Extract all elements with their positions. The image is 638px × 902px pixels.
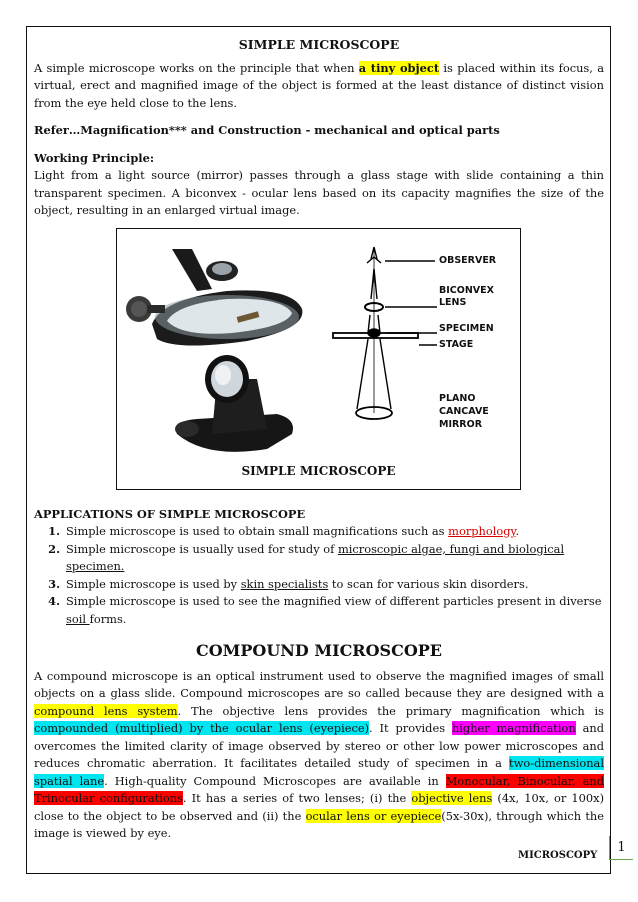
item-text: Simple microscope is used to see the magnified view of different particles present in diverse	[66, 594, 602, 608]
compound-text: . The objective lens provides the primary magnification which is	[177, 703, 604, 718]
compound-lens-highlight: compound lens system	[34, 703, 178, 718]
working-principle-heading: Working Principle:	[34, 150, 155, 165]
soil-link[interactable]: soil	[66, 611, 90, 626]
intro-text-a: A simple microscope works on the principle that when	[34, 60, 359, 75]
compound-paragraph	[34, 668, 604, 843]
list-item	[64, 576, 604, 594]
label-specimen: SPECIMEN	[439, 322, 494, 334]
compound-text: . High-quality Compound Microscopes are available in	[104, 773, 446, 788]
compound-text: . It has a series of two lenses; (i) the	[182, 791, 412, 805]
list-item	[64, 541, 604, 576]
intro-paragraph	[34, 60, 604, 113]
item-text: to scan for various skin disorders.	[328, 576, 529, 591]
simple-microscope-title: SIMPLE MICROSCOPE	[238, 37, 400, 52]
intro-text-b: is placed within its focus, a virtual, erect and magnified image of the object is formed at the least distance of distinct vision from the eye held close to the lens.	[34, 60, 605, 110]
item-text: .	[515, 524, 520, 538]
compound-text: . It provides	[369, 721, 452, 735]
applications-heading: APPLICATIONS OF SIMPLE MICROSCOPE	[34, 506, 306, 521]
list-item	[64, 523, 604, 541]
simple-microscope-figure	[116, 228, 521, 490]
label-lens-2: LENS	[439, 296, 467, 308]
skin-specialists-link[interactable]: skin specialists	[240, 576, 329, 591]
label-lens-1: BICONVEX	[439, 284, 494, 296]
eyepiece-highlight: compounded (multiplied) by the ocular lens (eyepiece)	[34, 721, 370, 735]
compound-text: (4x, 10x, or 100x) close to the object to be observed and (ii) the	[34, 791, 605, 823]
label-stage: STAGE	[439, 338, 474, 350]
compound-text: A compound microscope is an optical instrument used to observe the magnified images of small objects on a glass slide. Compound microscopes are so called because they are designed with a	[34, 668, 604, 700]
morphology-link[interactable]: morphology	[448, 524, 516, 538]
item-text: forms.	[89, 611, 127, 626]
working-principle-text: Light from a light source (mirror) passes through a glass stage with slide containing a thin transparent specimen. A biconvex - ocular lens based on its capacity magnifies the size of the object, resulting in an enlarged virtual image.	[34, 168, 604, 217]
microscope-illustration	[117, 229, 519, 488]
compound-microscope-title: COMPOUND MICROSCOPE	[196, 641, 442, 660]
refer-line: Refer…Magnification*** and Construction - mechanical and optical parts	[34, 123, 500, 137]
objective-lens-highlight: objective lens	[411, 791, 493, 805]
item-text: Simple microscope is used by	[66, 576, 241, 591]
item-text: Simple microscope is used to obtain small magnifications such as	[66, 524, 449, 538]
footer-label: MICROSCOPY	[518, 850, 598, 861]
list-item	[64, 593, 604, 628]
page-number: 1	[609, 836, 633, 860]
algae-fungi-link[interactable]: microscopic algae, fungi and biological specimen.	[66, 541, 565, 573]
spatial-lane-highlight: two-dimensional spatial lane	[34, 756, 604, 788]
figure-caption: SIMPLE MICROSCOPE	[241, 464, 396, 478]
optical-diagram	[333, 247, 437, 419]
item-text: Simple microscope is usually used for study of	[66, 541, 338, 556]
label-mirror-3: MIRROR	[439, 418, 483, 430]
ocular-lens-highlight: ocular lens or eyepiece	[305, 808, 442, 823]
higher-magnification-highlight: higher magnification	[451, 721, 576, 735]
configurations-highlight: Monocular, Binocular, and Trinocular configurations	[34, 773, 604, 805]
microscope-photo	[126, 249, 302, 452]
label-mirror-1: PLANO	[439, 392, 476, 404]
applications-list	[34, 523, 604, 628]
document-body	[34, 36, 604, 843]
label-observer: OBSERVER	[439, 254, 497, 266]
label-mirror-2: CANCAVE	[439, 405, 489, 417]
compound-text: (5x-30x), through which the image is viewed by eye.	[34, 808, 604, 840]
tiny-object-highlight: a tiny object	[358, 60, 440, 75]
compound-text: and overcomes the limited clarity of image observed by stereo or other low power microscopes and reduces chromatic aberration. It facilitates detailed study of specimen in a	[34, 721, 604, 770]
